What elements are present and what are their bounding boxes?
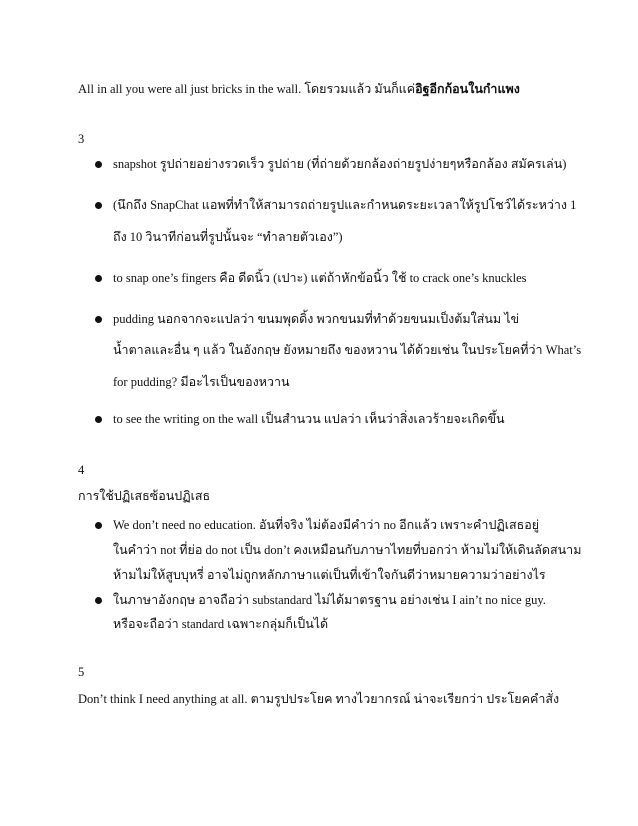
list-item-text: (นึกถึง SnapChat แอพที่ทำให้สามารถถ่ายรูปและกำหนดระยะเวลาให้รูปโชว์ได้ระหว่าง 1 bbox=[113, 198, 577, 212]
section-number: 3 bbox=[78, 132, 85, 146]
intro-english: All in all you were all just bricks in the wall. bbox=[78, 82, 302, 96]
list-item-text: น้ำตาลและอื่น ๆ แล้ว ในอังกฤษ ยังหมายถึง ของหวาน ได้ด้วยเช่น ในประโยคที่ว่า What’s bbox=[113, 343, 582, 357]
list-item-text: to see the writing on the wall เป็นสำนวน แปลว่า เห็นว่าสิ่งเลวร้ายจะเกิดขึ้น bbox=[113, 412, 505, 426]
list-item-text: pudding นอกจากจะแปลว่า ขนมพุดดิ้ง พวกขนมที่ทำด้วยขนมเป็งต้มใส่นม ไข่ bbox=[113, 312, 520, 326]
intro-paragraph bbox=[78, 79, 520, 99]
bullet-icon bbox=[95, 316, 102, 323]
list-item-text: We don’t need no education. อันที่จริง ไม่ต้องมีคำว่า no อีกแล้ว เพราะคำปฏิเสธอยู่ bbox=[113, 518, 540, 532]
bullet-icon bbox=[95, 522, 102, 529]
section-number: 4 bbox=[78, 463, 85, 477]
list-item-text: to snap one’s fingers คือ ดีดนิ้ว (เปาะ) แต่ถ้าหักข้อนิ้ว ใช้ to crack one’s knuckles bbox=[113, 271, 527, 285]
intro-thai-bold: อิฐอีกก้อนในกำแพง bbox=[415, 82, 520, 96]
section-heading: การใช้ปฏิเสธซ้อนปฏิเสธ bbox=[78, 489, 211, 503]
bullet-icon bbox=[95, 161, 102, 168]
bullet-icon bbox=[95, 416, 102, 423]
list-item-text: for pudding? มีอะไรเป็นของหวาน bbox=[113, 375, 290, 389]
closing-paragraph: Don’t think I need anything at all. ตามรูปประโยค ทางไวยากรณ์ น่าจะเรียกว่า ประโยคคำสั่ง bbox=[78, 692, 560, 706]
section-number: 5 bbox=[78, 665, 85, 679]
list-item-text: ในภาษาอังกฤษ อาจถือว่า substandard ไม่ได้มาตรฐาน อย่างเช่น I ain’t no nice guy. bbox=[113, 593, 546, 607]
intro-thai: โดยรวมแล้ว มันก็แค่ bbox=[304, 82, 416, 96]
list-item-text: ห้ามไม่ให้สูบบุหรี่ อาจไม่ถูกหลักภาษาแต่เป็นที่เข้าใจกันดีว่าหมายความว่าอย่างไร bbox=[113, 568, 546, 582]
bullet-icon bbox=[95, 597, 102, 604]
list-item-text: ในคำว่า not ที่ย่อ do not เป็น don’t คงเหมือนกับภาษาไทยที่บอกว่า ห้ามไม่ให้เดินลัดสนาม bbox=[113, 543, 582, 557]
list-item-text: ถึง 10 วินาทีก่อนที่รูปนั้นจะ “ทำลายตัวเอง”) bbox=[113, 230, 343, 244]
list-item-text: หรือจะถือว่า standard เฉพาะกลุ่มก็เป็นได้ bbox=[113, 617, 329, 631]
list-item-text: snapshot รูปถ่ายอย่างรวดเร็ว รูปถ่าย (ที่ถ่ายด้วยกล้องถ่ายรูปง่ายๆหรือกล้อง สมัครเล่น) bbox=[113, 157, 567, 171]
bullet-icon bbox=[95, 275, 102, 282]
bullet-icon bbox=[95, 202, 102, 209]
